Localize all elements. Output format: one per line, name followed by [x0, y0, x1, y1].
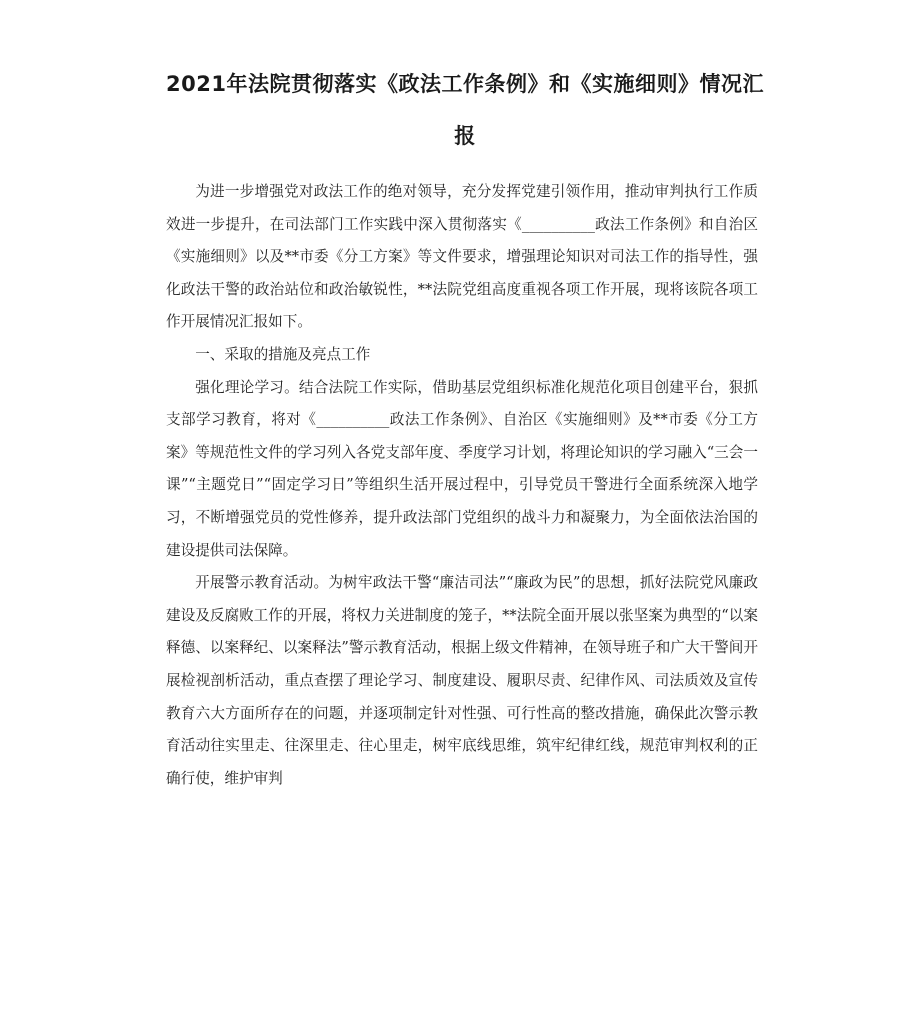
section-heading-1: 一、采取的措施及亮点工作	[195, 345, 371, 363]
paragraph-theory-study: 强化理论学习。结合法院工作实际，借助基层党组织标准化规范化项目创建平台，狠抓支部学习教育，将对《__________政法工作条例》、自治区《实施细则》及**市委《分工方案》等规范性文件的学习列入各党支部年度、季度学习计划，将理论知识的学习融入“三会一课”“主题党日”“固定学习日”等组织生活开展过程中，引导党员干警进行全面系统深入地学习，不断增强党员的党性修养，提升政法部门党组织的战斗力和凝聚力，为全面依法治国的建设提供司法保障。	[166, 378, 758, 559]
document-body	[166, 176, 758, 795]
paragraph-intro: 为进一步增强党对政法工作的绝对领导，充分发挥党建引领作用，推动审判执行工作质效进一步提升，在司法部门工作实践中深入贯彻落实《__________政法工作条例》和自治区《实施细则》以及**市委《分工方案》等文件要求，增强理论知识对司法工作的指导性，强化政法干警的政治站位和政治敏锐性，**法院党组高度重视各项工作开展，现将该院各项工作开展情况汇报如下。	[166, 183, 758, 331]
document-title: 2021年法院贯彻落实《政法工作条例》和《实施细则》情况汇报	[166, 72, 764, 148]
paragraph-warning-education: 开展警示教育活动。为树牢政法干警“廉洁司法”“廉政为民”的思想，抓好法院党风廉政建设及反腐败工作的开展，将权力关进制度的笼子，**法院全面开展以张坚案为典型的“以案释德、以案释纪、以案释法”警示教育活动，根据上级文件精神，在领导班子和广大干警间开展检视剖析活动，重点查摆了理论学习、制度建设、履职尽责、纪律作风、司法质效及宣传教育六大方面所存在的问题，并逐项制定针对性强、可行性高的整改措施，确保此次警示教育活动往实里走、往深里走、往心里走，树牢底线思维，筑牢纪律红线，规范审判权利的正确行使，维护审判	[166, 574, 758, 787]
